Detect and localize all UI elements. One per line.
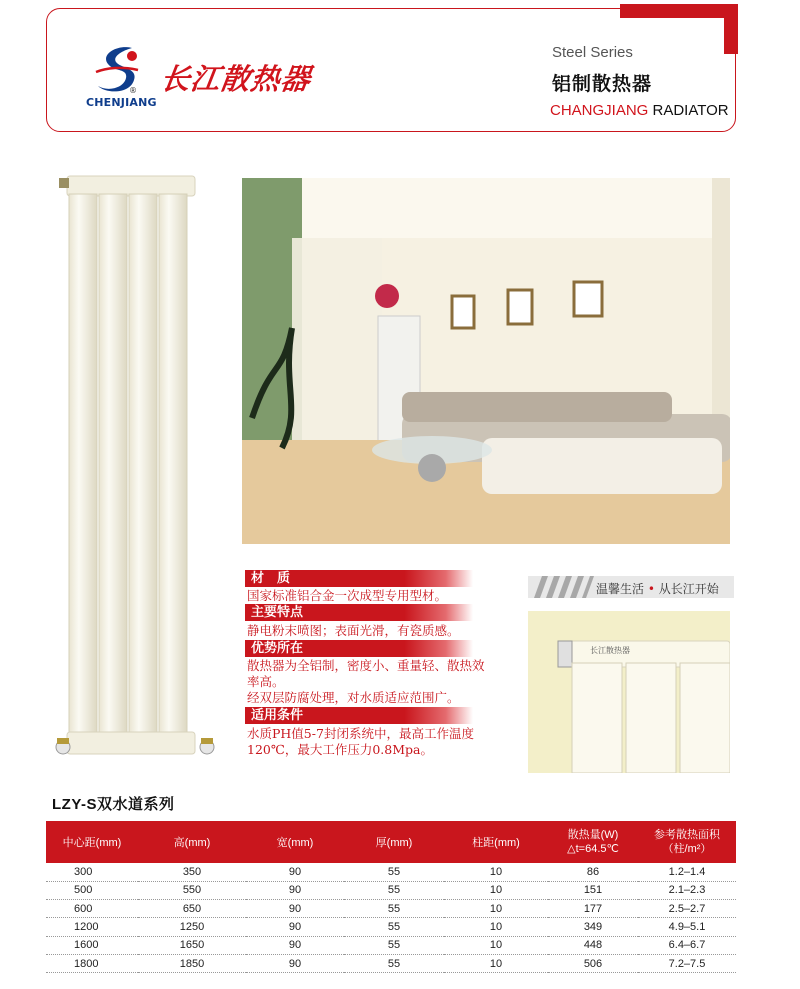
- table-cell: 10: [444, 936, 548, 954]
- product-title: 铝制散热器: [552, 73, 653, 95]
- table-cell: 1650: [138, 936, 246, 954]
- th-heat-output: [548, 821, 638, 863]
- table-cell: 10: [444, 954, 548, 972]
- feature-text-advantages-2: 经双层防腐处理，对水质适应范围广。: [247, 690, 460, 705]
- th-center-distance: 中心距(mm): [46, 821, 138, 863]
- th-reference-area: [638, 821, 736, 863]
- chenjiang-logo-icon: [92, 42, 146, 96]
- slogan-left: 温馨生活: [596, 582, 645, 596]
- table-cell: 1200: [46, 918, 138, 936]
- table-cell: 550: [138, 881, 246, 899]
- th-reference-area-line1: 参考散热面积: [654, 829, 720, 841]
- table-cell: 2.1–2.3: [638, 881, 736, 899]
- brand-name: 长江散热器: [158, 62, 314, 96]
- series-title: Steel Series: [552, 44, 633, 61]
- table-header-row: [46, 821, 736, 863]
- table-cell: 1600: [46, 936, 138, 954]
- th-heat-output-line2: △t=64.5℃: [567, 843, 619, 855]
- th-height: 高(mm): [138, 821, 246, 863]
- table-cell: 448: [548, 936, 638, 954]
- table-cell: 650: [138, 900, 246, 918]
- table-cell: 10: [444, 863, 548, 881]
- table-cell: 10: [444, 881, 548, 899]
- th-heat-output-line1: 散热量(W): [567, 829, 619, 841]
- company-name: [550, 102, 729, 119]
- table-cell: 4.9–5.1: [638, 918, 736, 936]
- table-cell: 151: [548, 881, 638, 899]
- feature-text-advantages: 散热器为全铝制，密度小、重量轻、散热效率高。: [247, 658, 485, 689]
- table-cell: 500: [46, 881, 138, 899]
- table-cell: 506: [548, 954, 638, 972]
- th-column-pitch: 柱距(mm): [444, 821, 548, 863]
- table-cell: 90: [246, 918, 344, 936]
- table-cell: 1250: [138, 918, 246, 936]
- spec-table: [46, 821, 736, 973]
- th-reference-area-line2: （柱/m²）: [662, 843, 712, 855]
- living-room-photo: [242, 178, 730, 544]
- table-cell: 6.4–6.7: [638, 936, 736, 954]
- feature-text-material: 国家标准铝合金一次成型专用型材。: [247, 588, 448, 603]
- radiator-detail-label: 长江散热器: [590, 646, 630, 655]
- slogan-dot: •: [647, 582, 655, 596]
- radiator-image: [55, 172, 225, 762]
- table-cell: 90: [246, 900, 344, 918]
- radiator-detail-photo: [528, 611, 730, 773]
- feature-text-conditions: 水质PH值5-7封闭系统中，最高工作温度120℃，最大工作压力0.8Mpa。: [247, 726, 474, 757]
- table-row: [46, 918, 736, 936]
- table-cell: 600: [46, 900, 138, 918]
- table-cell: 90: [246, 881, 344, 899]
- table-cell: 177: [548, 900, 638, 918]
- table-cell: 55: [344, 881, 444, 899]
- table-cell: 349: [548, 918, 638, 936]
- table-cell: 86: [548, 863, 638, 881]
- slogan-right: 从长江开始: [658, 582, 719, 596]
- table-cell: 90: [246, 936, 344, 954]
- table-row: [46, 863, 736, 881]
- table-cell: 300: [46, 863, 138, 881]
- company-name-red: CHANGJIANG: [550, 102, 649, 119]
- table-cell: 10: [444, 900, 548, 918]
- table-cell: 55: [344, 936, 444, 954]
- table-cell: 10: [444, 918, 548, 936]
- table-cell: 350: [138, 863, 246, 881]
- feature-text-characteristics: 静电粉末喷图；表面光滑，有瓷质感。: [247, 623, 460, 638]
- table-body: [46, 863, 736, 973]
- table-row: [46, 954, 736, 972]
- table-title: LZY-S双水道系列: [52, 796, 175, 813]
- table-row: [46, 881, 736, 899]
- table-row: [46, 900, 736, 918]
- table-cell: 1800: [46, 954, 138, 972]
- feature-heading-material: 材 质: [245, 570, 473, 587]
- th-thickness: 厚(mm): [344, 821, 444, 863]
- registered-mark: ®: [129, 86, 137, 95]
- table-cell: 55: [344, 900, 444, 918]
- logo-text: CHENJIANG: [86, 96, 157, 109]
- table-row: [46, 936, 736, 954]
- table-cell: 90: [246, 954, 344, 972]
- red-corner-decoration: [620, 4, 738, 54]
- company-name-rest: RADIATOR: [648, 102, 729, 119]
- table-cell: 90: [246, 863, 344, 881]
- feature-heading-conditions: 适用条件: [245, 707, 473, 724]
- table-cell: 1.2–1.4: [638, 863, 736, 881]
- slogan-text: [596, 580, 719, 597]
- table-cell: 2.5–2.7: [638, 900, 736, 918]
- table-cell: 1850: [138, 954, 246, 972]
- table-cell: 55: [344, 954, 444, 972]
- feature-heading-characteristics: 主要特点: [245, 604, 473, 621]
- table-cell: 7.2–7.5: [638, 954, 736, 972]
- table-cell: 55: [344, 918, 444, 936]
- th-width: 宽(mm): [246, 821, 344, 863]
- table-cell: 55: [344, 863, 444, 881]
- feature-heading-advantages: 优势所在: [245, 640, 473, 657]
